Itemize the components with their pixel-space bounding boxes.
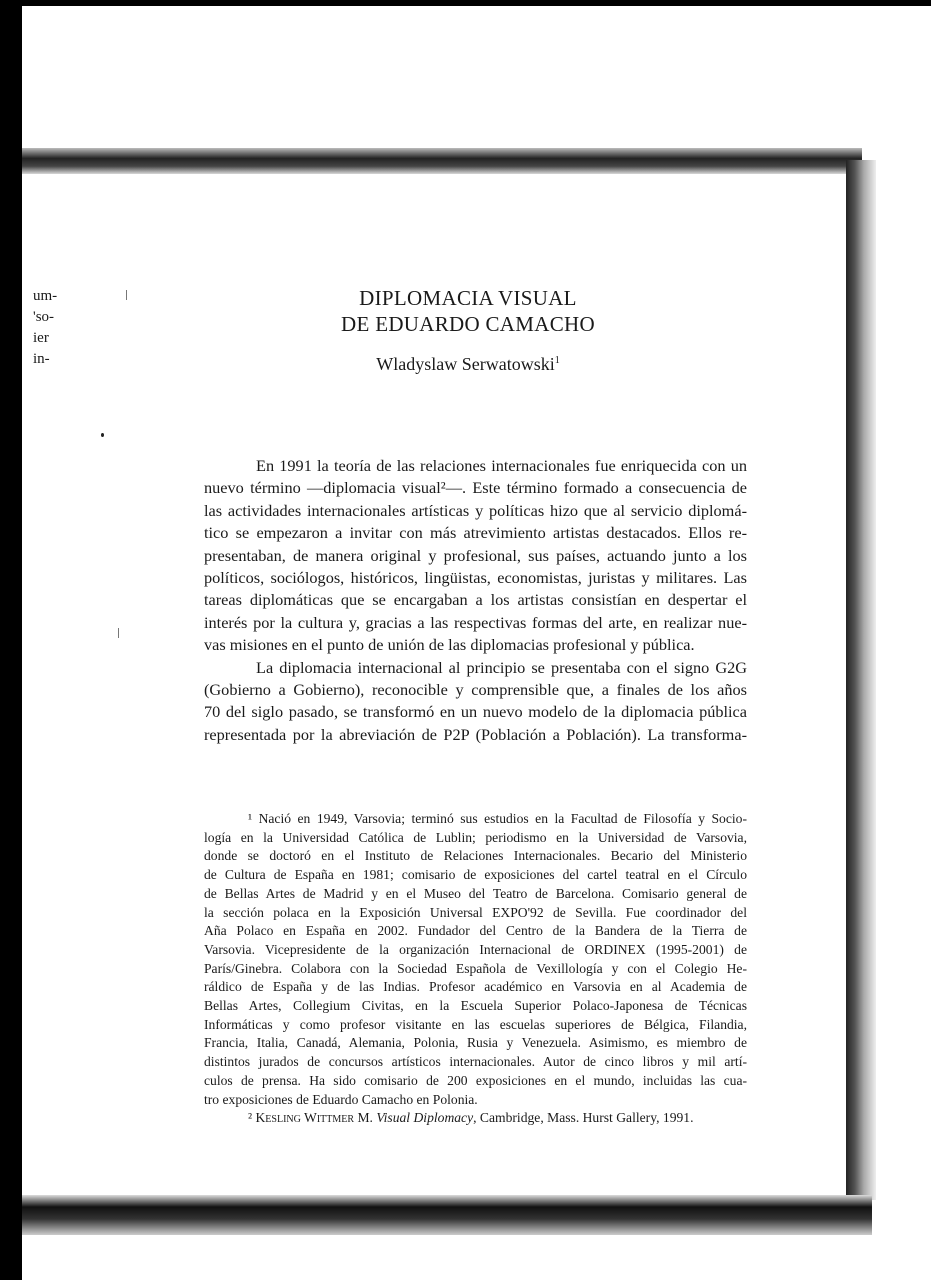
previous-page-fragments (33, 286, 57, 370)
footnote-line: Francia, Italia, Canadá, Alemania, Polonia, Rusia y Venezuela. Asimismo, es miembro de (204, 1035, 747, 1051)
footnote-2 (204, 1109, 747, 1128)
footnote-line: París/Ginebra. Colabora con la Sociedad Española de Vexillología y con el Colegio He- (204, 960, 747, 976)
footnote-line: ¹ Nació en 1949, Varsovia; terminó sus estudios en la Facultad de Filosofía y Socio- (248, 811, 747, 826)
scan-border-left (0, 0, 22, 1280)
body-line: En 1991 la teoría de las relaciones internacionales fue enriquecida con un (256, 456, 747, 475)
body-line: tareas diplomáticas que se encargaban a los artistas consistían en despertar el (204, 590, 747, 610)
footnote-marker: ² (248, 1110, 253, 1126)
footnote-ref: 1 (554, 355, 560, 366)
footnote-line: ráldico de España y de las Indias. Profesor académico en Varsovia en al Academia de (204, 979, 747, 995)
fragment: 'so- (33, 309, 55, 325)
fragment: um- (33, 288, 58, 304)
article-title-line-2: DE EDUARDO CAMACHO (341, 312, 595, 336)
footnote-line: tro exposiciones de Eduardo Camacho en Polonia. (204, 1091, 478, 1107)
citation-details: , Cambridge, Mass. Hurst Gallery, 1991. (473, 1110, 694, 1126)
body-line: presentaban, de manera original y profesional, sus países, actuando junto a los (204, 545, 747, 565)
footnote-line: Bellas Artes, Collegium Civitas, en la Escuela Superior Polaco-Japonesa de Técnicas (204, 998, 747, 1014)
footnote-line: logía en la Universidad Católica de Lublin; periodismo en la Universidad de Varsovia, (204, 829, 747, 845)
footnote-line: de Bellas Artes de Madrid y en el Museo del Teatro de Barcelona. Comisario general de (204, 885, 747, 901)
body-line: vas misiones en el punto de unión de las diplomacias profesional y pública. (204, 635, 695, 655)
scan-shadow-top (22, 148, 862, 174)
article-author (200, 354, 736, 375)
author-name: Wladyslaw Serwatowski (376, 354, 555, 374)
scan-mark (126, 290, 127, 300)
scan-shadow-bottom (22, 1195, 872, 1235)
fragment: in- (33, 351, 50, 367)
footnote-line: Varsovia. Vicepresidente de la organización Internacional de ORDINEX (1995-2001) de (204, 941, 747, 957)
article-title-line-1: DIPLOMACIA VISUAL (359, 286, 577, 310)
footnotes (204, 810, 747, 1128)
body-line: las actividades internacionales artísticas y políticas hizo que al servicio diplomá- (204, 500, 747, 520)
cited-author: Kesling Wittmer M. (255, 1110, 373, 1126)
scan-mark (118, 628, 119, 638)
scan-shadow-right (846, 160, 876, 1200)
scan-speck (101, 433, 104, 437)
body-line: La diplomacia internacional al principio se presentaba con el signo G2G (256, 657, 747, 677)
body-line: representada por la abreviación de P2P (Población a Población). La transforma- (204, 724, 747, 744)
footnote-line: la sección polaca en la Exposición Universal EXPO'92 de Sevilla. Fue coordinador del (204, 904, 747, 920)
footnote-line: Informáticas y como profesor visitante en las escuelas superiores de Bélgica, Filandia, (204, 1016, 747, 1032)
body-line: políticos, sociólogos, históricos, lingüistas, economistas, juristas y militares. Las (204, 568, 747, 588)
body-line: interés por la cultura y, gracias a las respectivas formas del arte, en realizar nue- (204, 612, 747, 632)
footnote-line: de Cultura de España en 1981; comisario de exposiciones del cartel teatral en el Círculo (204, 867, 747, 883)
body-line: 70 del siglo pasado, se transformó en un nuevo modelo de la diplomacia pública (204, 702, 747, 722)
footnote-line: culos de prensa. Ha sido comisario de 200 exposiciones en el mundo, incluidas las cua- (204, 1072, 747, 1088)
body-line: nuevo término —diplomacia visual²—. Este término formado a consecuencia de (204, 478, 747, 498)
cited-work: Visual Diplomacy (376, 1110, 474, 1126)
footnote-line: Aña Polaco en España en 2002. Fundador del Centro de la Bandera de la Tierra de (204, 923, 747, 939)
body-text (204, 455, 747, 746)
scan-border-top (0, 0, 931, 6)
footnote-line: donde se doctoró en el Instituto de Relaciones Internacionales. Becario del Ministerio (204, 848, 747, 864)
footnote-line: distintos jurados de concursos artísticos internacionales. Autor de cinco libros y mil artí- (204, 1054, 747, 1070)
fragment: ier (33, 330, 49, 346)
body-line: tico se empezaron a invitar con más atrevimiento artistas destacados. Ellos re- (204, 523, 747, 543)
body-line: (Gobierno a Gobierno), reconocible y comprensible que, a finales de los años (204, 680, 747, 700)
